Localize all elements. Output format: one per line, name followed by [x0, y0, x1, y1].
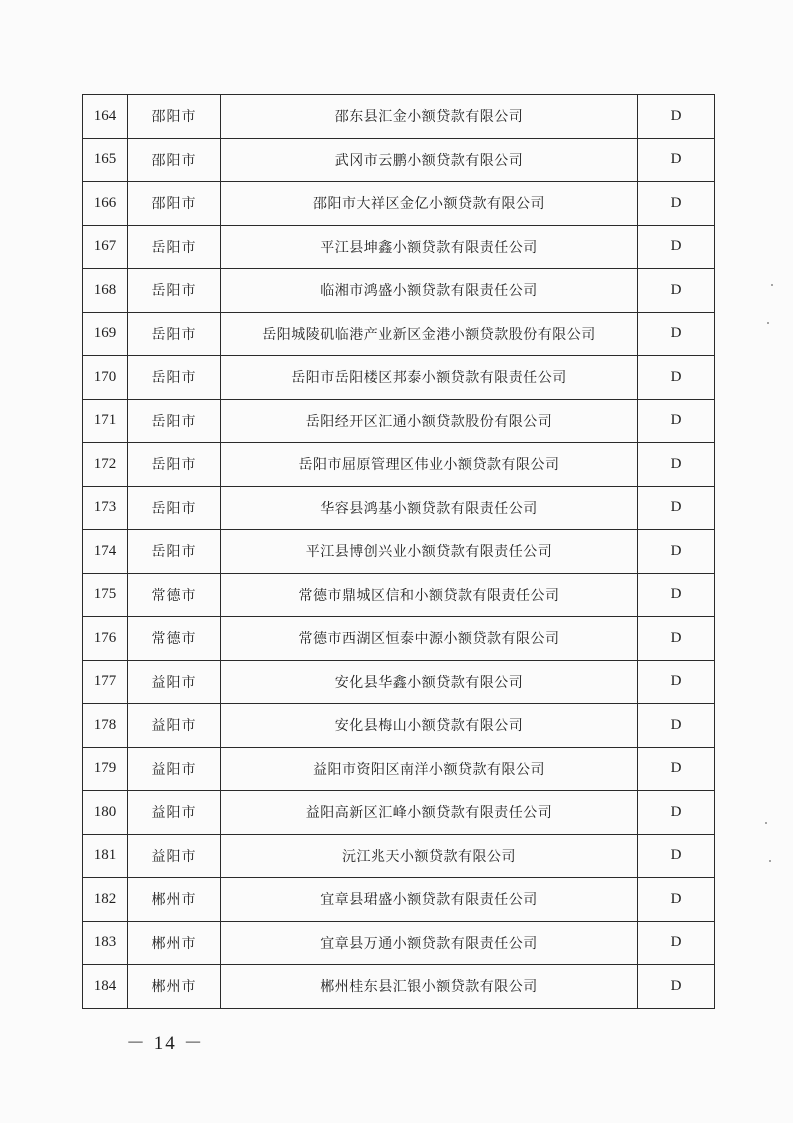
scan-speck — [765, 822, 767, 824]
city-cell: 岳阳市 — [128, 443, 221, 487]
company-name-cell: 平江县博创兴业小额贷款有限责任公司 — [221, 530, 638, 574]
table-row — [83, 399, 715, 443]
city-cell: 常德市 — [128, 573, 221, 617]
row-number: 176 — [83, 617, 128, 661]
city-cell: 岳阳市 — [128, 399, 221, 443]
row-number: 172 — [83, 443, 128, 487]
grade-cell: D — [638, 878, 715, 922]
row-number: 183 — [83, 921, 128, 965]
company-name-cell: 岳阳市岳阳楼区邦泰小额贷款有限责任公司 — [221, 356, 638, 400]
city-cell: 邵阳市 — [128, 95, 221, 139]
table-row — [83, 660, 715, 704]
company-name-cell: 临湘市鸿盛小额贷款有限责任公司 — [221, 269, 638, 313]
city-cell: 岳阳市 — [128, 356, 221, 400]
grade-cell: D — [638, 182, 715, 226]
table-row — [83, 269, 715, 313]
grade-cell: D — [638, 138, 715, 182]
company-name-cell: 宜章县珺盛小额贷款有限责任公司 — [221, 878, 638, 922]
page-number: － 14 － — [126, 1033, 205, 1054]
scan-speck — [771, 284, 773, 286]
row-number: 166 — [83, 182, 128, 226]
row-number: 164 — [83, 95, 128, 139]
city-cell: 郴州市 — [128, 878, 221, 922]
grade-cell: D — [638, 747, 715, 791]
company-name-cell: 郴州桂东县汇银小额贷款有限公司 — [221, 965, 638, 1009]
city-cell: 邵阳市 — [128, 182, 221, 226]
grade-cell: D — [638, 225, 715, 269]
city-cell: 岳阳市 — [128, 530, 221, 574]
table-row — [83, 965, 715, 1009]
table-row — [83, 791, 715, 835]
table-row — [83, 834, 715, 878]
city-cell: 岳阳市 — [128, 225, 221, 269]
grade-cell: D — [638, 660, 715, 704]
city-cell: 益阳市 — [128, 747, 221, 791]
table-row — [83, 747, 715, 791]
table-row — [83, 225, 715, 269]
table-row — [83, 878, 715, 922]
grade-cell: D — [638, 921, 715, 965]
city-cell: 郴州市 — [128, 965, 221, 1009]
table-row — [83, 356, 715, 400]
city-cell: 益阳市 — [128, 834, 221, 878]
scan-speck — [769, 860, 771, 862]
row-number: 171 — [83, 399, 128, 443]
company-name-cell: 安化县梅山小额贷款有限公司 — [221, 704, 638, 748]
grade-cell: D — [638, 399, 715, 443]
row-number: 181 — [83, 834, 128, 878]
table-row — [83, 921, 715, 965]
row-number: 167 — [83, 225, 128, 269]
table-row — [83, 182, 715, 226]
table-row — [83, 95, 715, 139]
company-name-cell: 岳阳城陵矶临港产业新区金港小额贷款股份有限公司 — [221, 312, 638, 356]
company-name-cell: 平江县坤鑫小额贷款有限责任公司 — [221, 225, 638, 269]
company-name-cell: 华容县鸿基小额贷款有限责任公司 — [221, 486, 638, 530]
grade-cell: D — [638, 312, 715, 356]
row-number: 177 — [83, 660, 128, 704]
row-number: 170 — [83, 356, 128, 400]
row-number: 179 — [83, 747, 128, 791]
grade-cell: D — [638, 95, 715, 139]
table-row — [83, 486, 715, 530]
grade-cell: D — [638, 791, 715, 835]
company-name-cell: 邵东县汇金小额贷款有限公司 — [221, 95, 638, 139]
city-cell: 郴州市 — [128, 921, 221, 965]
city-cell: 岳阳市 — [128, 486, 221, 530]
row-number: 184 — [83, 965, 128, 1009]
grade-cell: D — [638, 965, 715, 1009]
company-name-cell: 岳阳经开区汇通小额贷款股份有限公司 — [221, 399, 638, 443]
company-name-cell: 岳阳市屈原管理区伟业小额贷款有限公司 — [221, 443, 638, 487]
city-cell: 益阳市 — [128, 791, 221, 835]
row-number: 180 — [83, 791, 128, 835]
grade-cell: D — [638, 704, 715, 748]
company-name-cell: 武冈市云鹏小额贷款有限公司 — [221, 138, 638, 182]
rating-table — [82, 94, 715, 1009]
city-cell: 邵阳市 — [128, 138, 221, 182]
table-row — [83, 530, 715, 574]
grade-cell: D — [638, 269, 715, 313]
city-cell: 常德市 — [128, 617, 221, 661]
company-name-cell: 宜章县万通小额贷款有限责任公司 — [221, 921, 638, 965]
city-cell: 益阳市 — [128, 704, 221, 748]
city-cell: 益阳市 — [128, 660, 221, 704]
table-row — [83, 617, 715, 661]
table-row — [83, 138, 715, 182]
scan-speck — [767, 322, 769, 324]
company-name-cell: 益阳高新区汇峰小额贷款有限责任公司 — [221, 791, 638, 835]
row-number: 182 — [83, 878, 128, 922]
city-cell: 岳阳市 — [128, 312, 221, 356]
grade-cell: D — [638, 486, 715, 530]
grade-cell: D — [638, 834, 715, 878]
table-row — [83, 443, 715, 487]
grade-cell: D — [638, 617, 715, 661]
grade-cell: D — [638, 443, 715, 487]
grade-cell: D — [638, 530, 715, 574]
company-name-cell: 常德市鼎城区信和小额贷款有限责任公司 — [221, 573, 638, 617]
company-name-cell: 常德市西湖区恒泰中源小额贷款有限公司 — [221, 617, 638, 661]
row-number: 174 — [83, 530, 128, 574]
row-number: 173 — [83, 486, 128, 530]
company-name-cell: 益阳市资阳区南洋小额贷款有限公司 — [221, 747, 638, 791]
rating-table-body — [83, 95, 715, 1009]
table-row — [83, 573, 715, 617]
row-number: 169 — [83, 312, 128, 356]
row-number: 168 — [83, 269, 128, 313]
row-number: 178 — [83, 704, 128, 748]
table-row — [83, 704, 715, 748]
row-number: 175 — [83, 573, 128, 617]
company-name-cell: 安化县华鑫小额贷款有限公司 — [221, 660, 638, 704]
grade-cell: D — [638, 573, 715, 617]
grade-cell: D — [638, 356, 715, 400]
table-row — [83, 312, 715, 356]
city-cell: 岳阳市 — [128, 269, 221, 313]
company-name-cell: 沅江兆天小额贷款有限公司 — [221, 834, 638, 878]
row-number: 165 — [83, 138, 128, 182]
company-name-cell: 邵阳市大祥区金亿小额贷款有限公司 — [221, 182, 638, 226]
rating-table-container — [82, 94, 712, 1009]
